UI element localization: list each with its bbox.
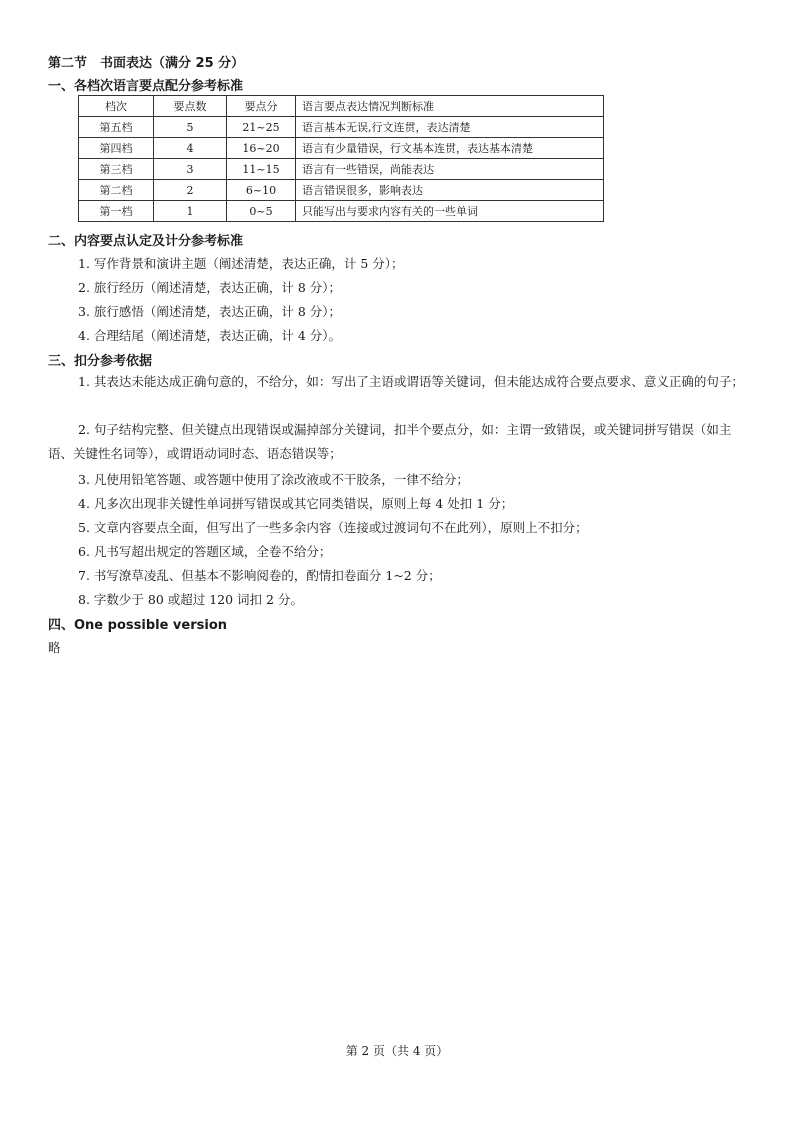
table-header-row (79, 96, 604, 117)
deduction-item: 7. 书写潦草凌乱、但基本不影响阅卷的，酌情扣卷面分 1~2 分； (78, 568, 441, 583)
deduction-item: 4. 凡多次出现非关键性单词拼写错误或其它同类错误，原则上每 4 处扣 1 分； (78, 496, 514, 511)
part1-title: 一、各档次语言要点配分参考标准 (48, 79, 244, 94)
deduction-item: 8. 字数少于 80 或超过 120 词扣 2 分。 (78, 592, 303, 607)
table-row (79, 117, 604, 138)
table-cell: 1 (154, 201, 227, 222)
table-cell: 第四档 (79, 138, 154, 159)
table-cell: 5 (154, 117, 227, 138)
table-cell: 语言有一些错误，尚能表达 (296, 159, 604, 180)
table-cell: 语言基本无误,行文连贯，表达清楚 (296, 117, 604, 138)
score-table (78, 95, 604, 222)
table-cell: 只能写出与要求内容有关的一些单词 (296, 201, 604, 222)
table-cell: 语言错误很多，影响表达 (296, 180, 604, 201)
table-cell: 第五档 (79, 117, 154, 138)
deduction-item: 1. 其表达未能达成正确句意的，不给分，如：写出了主语或谓语等关键词，但未能达成符合要点要求、意义正确的句子； (78, 374, 744, 389)
table-header-cell: 档次 (79, 96, 154, 117)
table-cell: 11~15 (227, 159, 296, 180)
table-cell: 第三档 (79, 159, 154, 180)
content-item: 3. 旅行感悟（阐述清楚，表达正确，计 8 分）； (78, 304, 342, 319)
table-cell: 0~5 (227, 201, 296, 222)
table-row (79, 180, 604, 201)
table-cell: 2 (154, 180, 227, 201)
table-row (79, 201, 604, 222)
table-header-cell: 要点数 (154, 96, 227, 117)
table-cell: 3 (154, 159, 227, 180)
part3-title: 三、扣分参考依据 (48, 354, 153, 369)
table-cell: 第二档 (79, 180, 154, 201)
deduction-item: 3. 凡使用铅笔答题、或答题中使用了涂改液或不干胶条，一律不给分； (78, 472, 469, 487)
section-title: 第二节 书面表达（满分 25 分） (48, 56, 245, 71)
part2-title: 二、内容要点认定及计分参考标准 (48, 234, 244, 249)
table-cell: 6~10 (227, 180, 296, 201)
table-cell: 16~20 (227, 138, 296, 159)
sample-answer: 略 (48, 640, 61, 655)
deduction-item: 6. 凡书写超出规定的答题区域，全卷不给分； (78, 544, 332, 559)
content-item: 2. 旅行经历（阐述清楚，表达正确，计 8 分）； (78, 280, 342, 295)
page-footer: 第 2 页（共 4 页） (345, 1044, 449, 1058)
content-item: 1. 写作背景和演讲主题（阐述清楚，表达正确，计 5 分）； (78, 256, 404, 271)
table-cell: 语言有少量错误，行文基本连贯，表达基本清楚 (296, 138, 604, 159)
content-item: 4. 合理结尾（阐述清楚，表达正确，计 4 分）。 (78, 328, 342, 343)
table-cell: 4 (154, 138, 227, 159)
deduction-item: 5. 文章内容要点全面，但写出了一些多余内容（连接或过渡词句不在此列），原则上不扣分； (78, 520, 588, 535)
table-cell: 第一档 (79, 201, 154, 222)
table-header-cell: 要点分 (227, 96, 296, 117)
table-cell: 21~25 (227, 117, 296, 138)
table-row (79, 159, 604, 180)
table-row (79, 138, 604, 159)
deduction-item: 2. 句子结构完整、但关键点出现错误或漏掉部分关键词，扣半个要点分，如：主谓一致错误，或关键词拼写错误（如主语、关键性名词等），或谓语动词时态、语态错误等； (48, 422, 732, 461)
part4-title: 四、One possible version (48, 618, 228, 633)
table-header-cell: 语言要点表达情况判断标准 (296, 96, 604, 117)
